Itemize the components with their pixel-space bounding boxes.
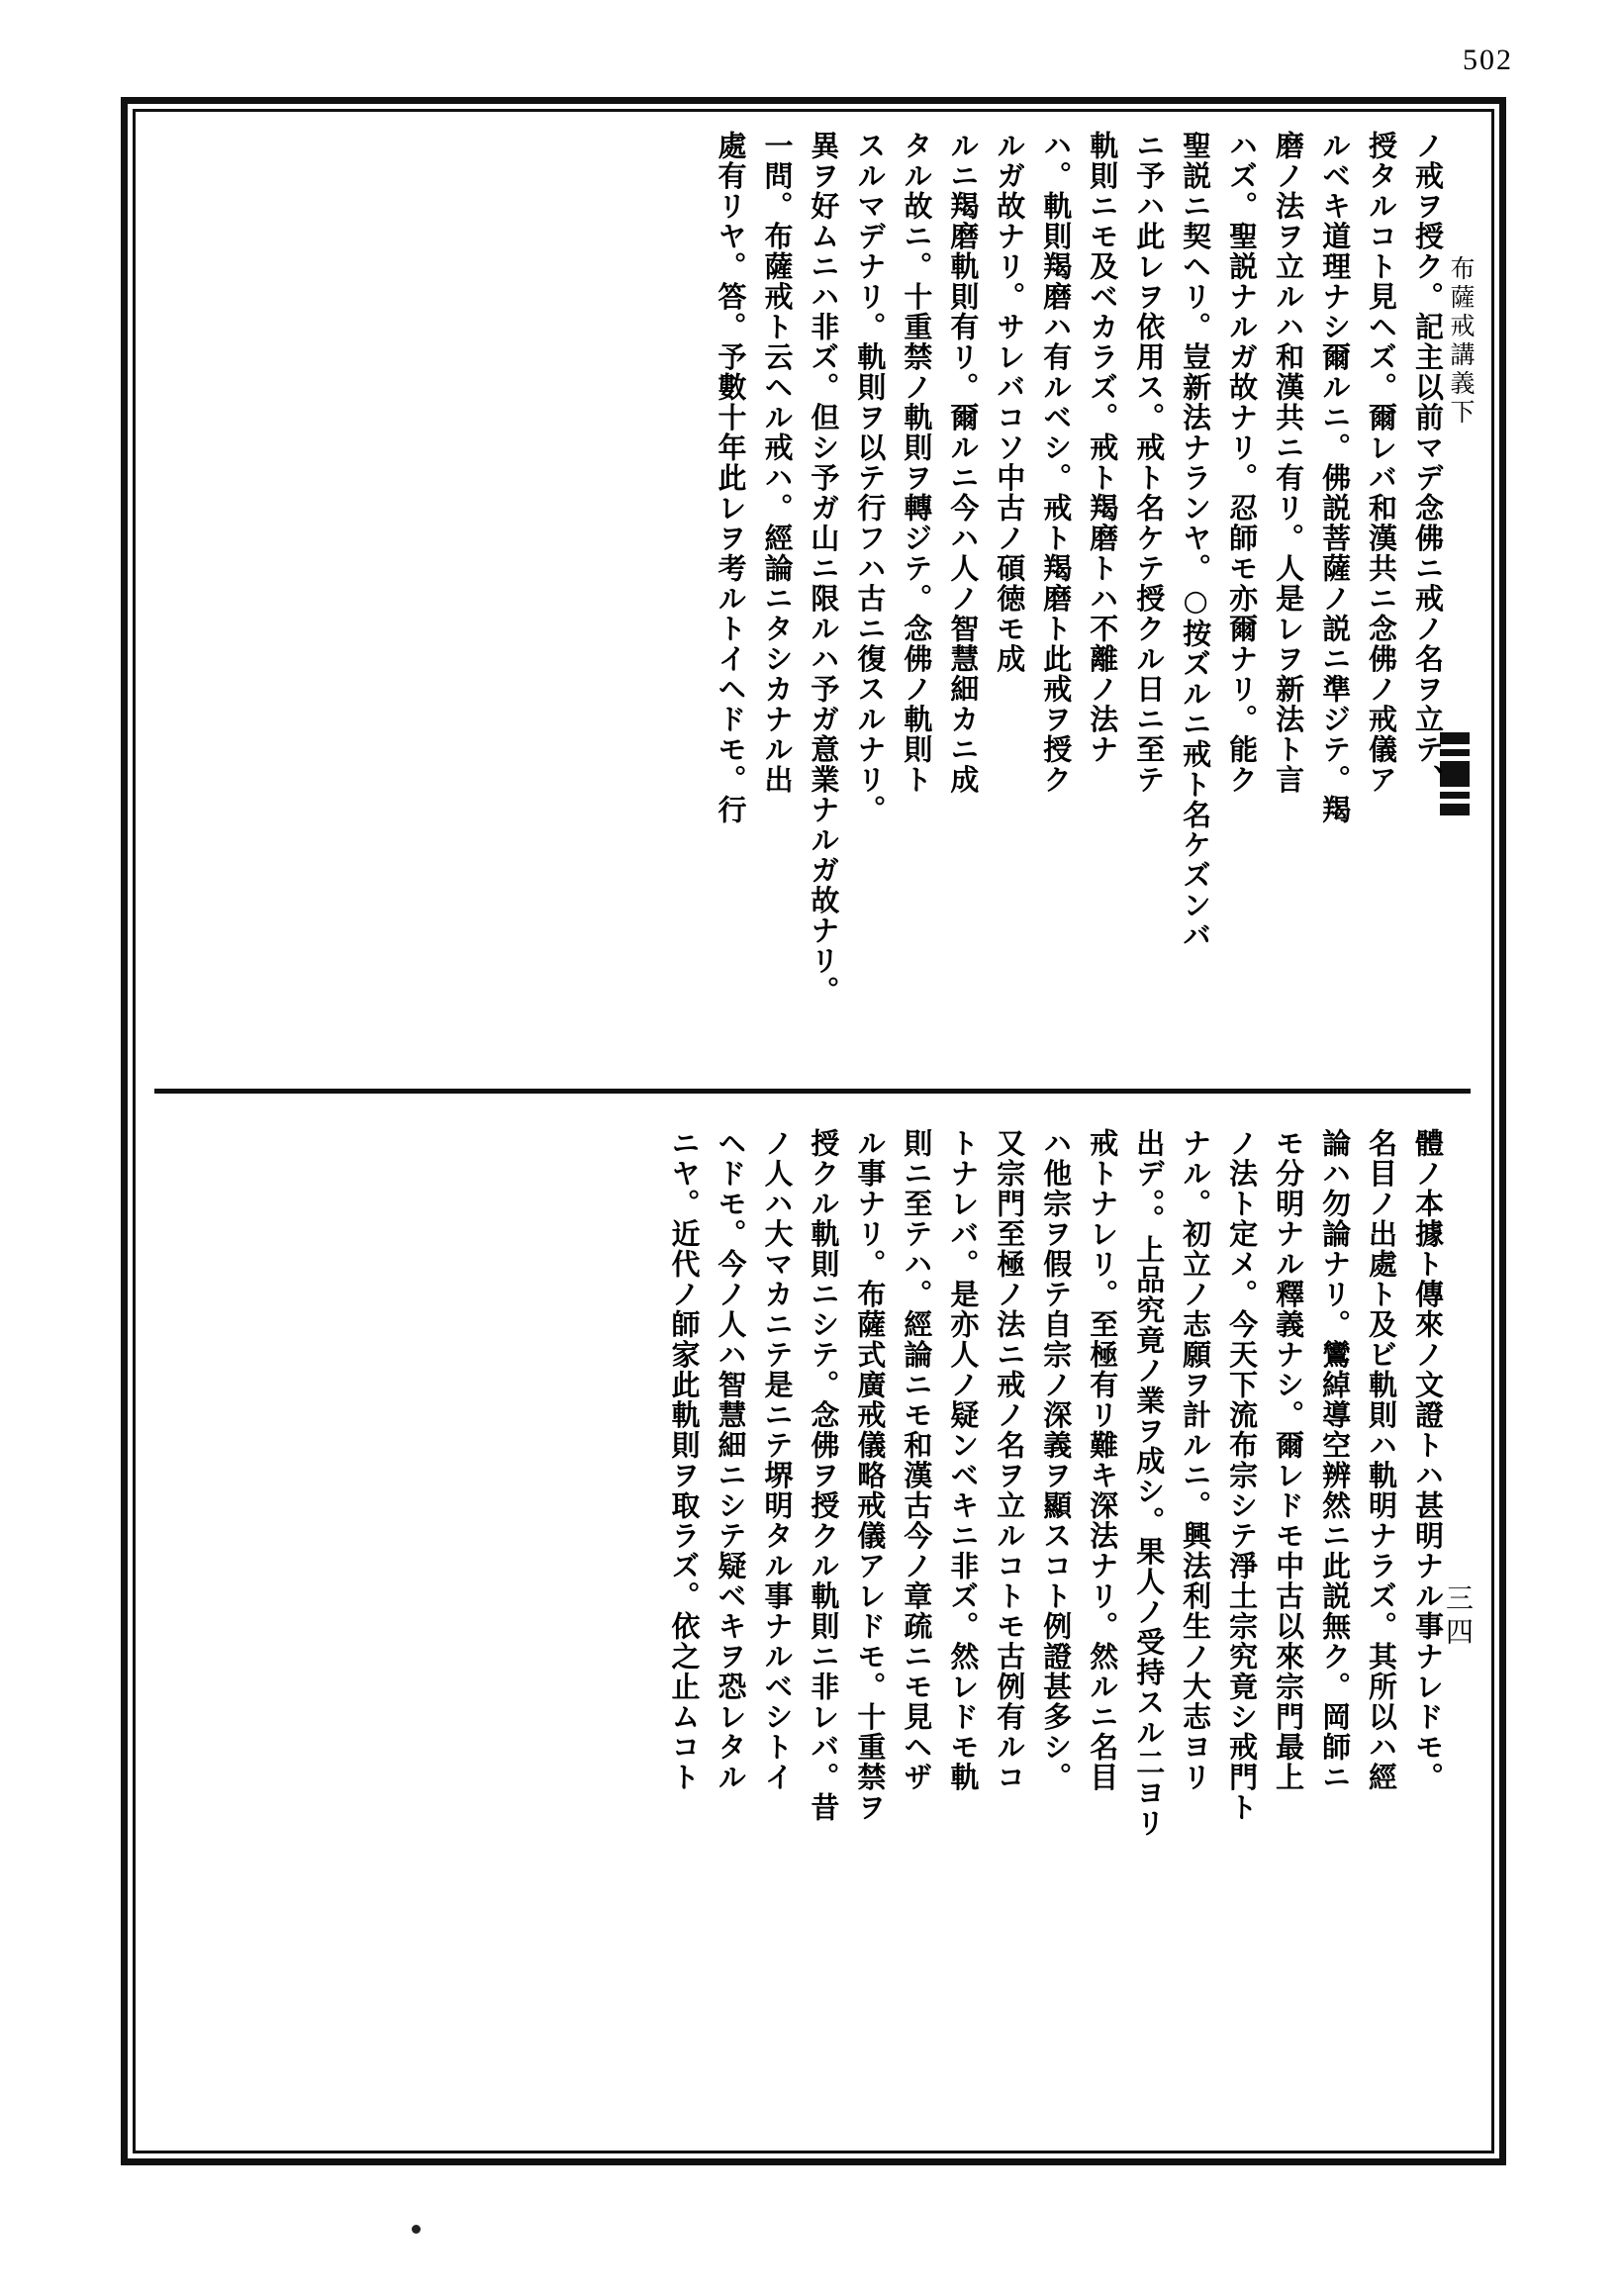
lower-text-column: 戒トナレリ。至極有リ難キ深法ナリ。然ルニ名目	[1086, 1128, 1120, 1792]
upper-text-column: 一問。布薩戒ト云ヘル戒ハ。經論ニタシカナル出	[760, 131, 795, 795]
lower-text-column: ノ人ハ大マカニテ是ニテ堺明タル事ナルベシトイ	[760, 1128, 795, 1792]
lower-text-column: 又宗門至極ノ法ニ戒ノ名ヲ立ルコトモ古例有ルコ	[993, 1128, 1027, 1792]
lower-text-column: ノ法ト定メ。今天下流布宗シテ淨土宗究竟シ戒門ト	[1225, 1128, 1260, 1823]
upper-text-column: 聖説ニ契ヘリ。豈新法ナランヤ。○按ズルニ戒ト名ケズンバ	[1179, 131, 1213, 951]
upper-text-column: 授タルコト見ヘズ。爾レバ和漢共ニ念佛ノ戒儀ア	[1365, 131, 1399, 795]
page-number: 502	[1463, 44, 1513, 76]
running-head: 布薩戒講義下	[1447, 255, 1476, 428]
lower-text-column: モ分明ナル釋義ナシ。爾レドモ中古以來宗門最上	[1272, 1128, 1306, 1792]
lower-text-column: ハ他宗ヲ假テ自宗ノ深義ヲ顯スコト例證甚多シ。	[1039, 1128, 1074, 1792]
upper-text-column: ナルガ故ナリ。	[807, 795, 841, 1006]
lower-text-column: ル事ナリ。布薩式廣戒儀略戒儀アレドモ。十重禁ヲ	[853, 1128, 888, 1823]
upper-text-column: ノ戒ヲ授ク。記主以前マデ念佛ニ戒ノ名ヲ立テ、	[1411, 131, 1445, 795]
lower-text-column: 體ノ本據ト傳來ノ文證トハ甚明ナル事ナレドモ。	[1411, 1128, 1445, 1792]
lower-text-column: 則ニ至テハ。經論ニモ和漢古今ノ章疏ニモ見ヘザ	[900, 1128, 934, 1792]
text-block-upper	[174, 131, 1451, 1071]
upper-text-column: 軌則ニモ及ベカラズ。戒ト羯磨トハ不離ノ法ナ	[1086, 131, 1120, 765]
lower-text-column: 名目ノ出處ト及ビ軌則ハ軌明ナラズ。其所以ハ經	[1365, 1128, 1399, 1792]
upper-text-column: 處有リヤ。答。予數十年此レヲ考ルトイヘドモ。行	[714, 131, 748, 825]
lower-text-column: トナレバ。是亦人ノ疑ンベキニ非ズ。然レドモ軌	[946, 1128, 981, 1792]
folio-number: 三四	[1442, 1583, 1475, 1651]
section-divider	[154, 1089, 1471, 1094]
upper-text-column: ハズ。聖説ナルガ故ナリ。忍師モ亦爾ナリ。能ク	[1225, 131, 1260, 795]
upper-text-column: ルベキ道理ナシ爾ルニ。佛説菩薩ノ説ニ準ジテ。羯	[1318, 131, 1353, 825]
upper-text-column: ルニ羯磨軌則有リ。爾ルニ今ハ人ノ智慧細カニ成	[946, 131, 981, 795]
text-block-lower	[174, 1128, 1451, 2138]
upper-text-column: スルマデナリ。軌則ヲ以テ行フハ古ニ復スルナリ。	[853, 131, 888, 825]
upper-text-column: ハ。軌則羯磨ハ有ルベシ。戒ト羯磨ト此戒ヲ授ク	[1039, 131, 1074, 795]
lower-text-column: 論ハ勿論ナリ。鸞綽導空辨然ニ此説無ク。岡師ニ	[1318, 1128, 1353, 1792]
upper-text-column: ルガ故ナリ。サレバコソ中古ノ碩徳モ成	[993, 131, 1027, 674]
lower-text-column: ニヤ。近代ノ師家此軌則ヲ取ラズ。依之止ムコト	[667, 1128, 702, 1792]
lower-text-column: ナル。初立ノ志願ヲ計ルニ。興法利生ノ大志ヨリ	[1179, 1128, 1213, 1792]
lower-text-column: 出デ。。上品究竟ノ業ヲ成シ。果人ノ受持スル二ヨリ	[1132, 1128, 1167, 1839]
lower-text-column: 授クル軌則ニシテ。念佛ヲ授クル軌則ニ非レバ。昔	[807, 1128, 841, 1823]
upper-text-column: 磨ノ法ヲ立ルハ和漢共ニ有リ。人是レヲ新法ト言	[1272, 131, 1306, 795]
upper-text-column: ニ予ハ此レヲ依用ス。戒ト名ケテ授クル日ニ至テ	[1132, 131, 1167, 795]
lower-text-column: ヘドモ。今ノ人ハ智慧細ニシテ疑ベキヲ恐レタル	[714, 1128, 748, 1792]
upper-text-column: 異ヲ好ムニハ非ズ。但シ予ガ山ニ限ルハ予ガ意業	[807, 131, 841, 795]
page-speck	[412, 2225, 421, 2234]
upper-text-column: タル故ニ。十重禁ノ軌則ヲ轉ジテ。念佛ノ軌則ト	[900, 131, 934, 795]
